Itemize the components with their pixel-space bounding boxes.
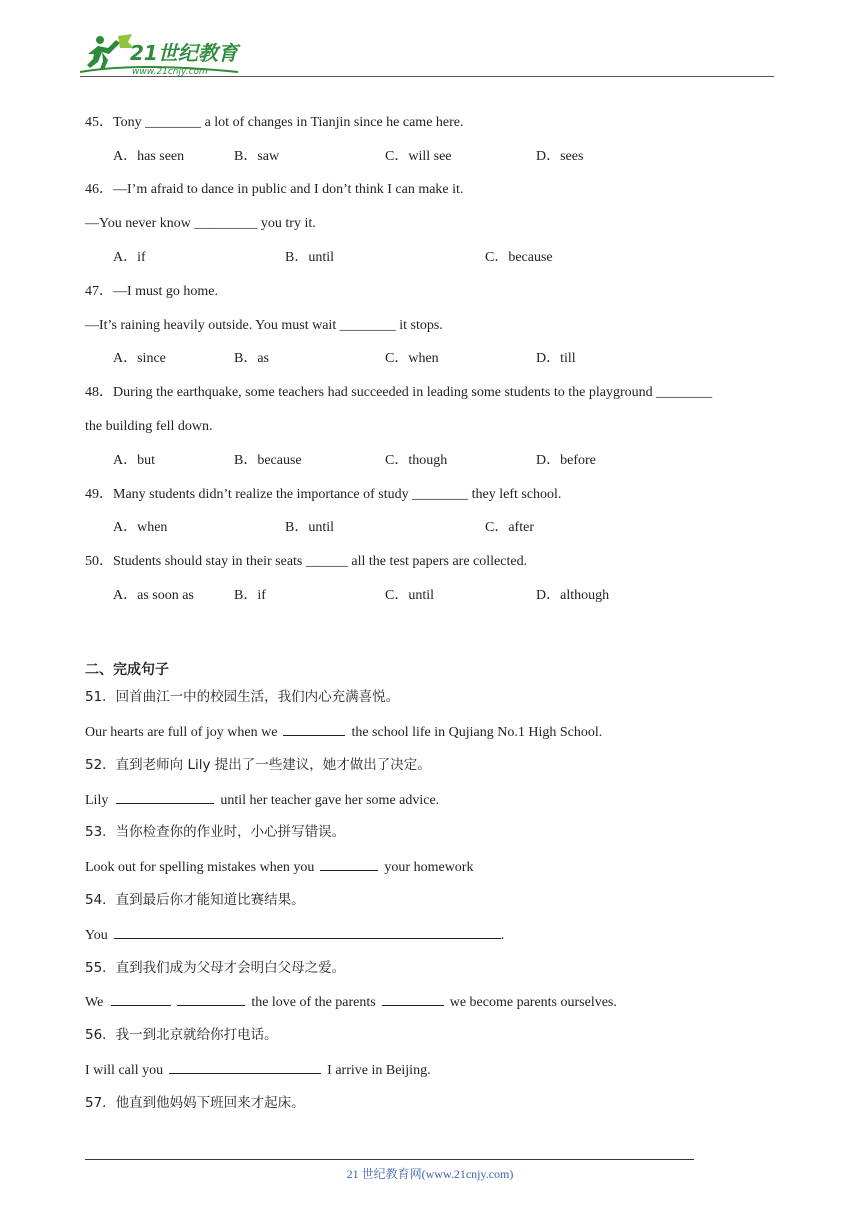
- answer-blank[interactable]: [169, 1060, 321, 1074]
- footer-text: 21 世纪教育网(www.21cnjy.com): [346, 1167, 514, 1181]
- question-55-text-b: the love of the parents: [251, 995, 376, 1010]
- question-51-text-b: the school life in Qujiang No.1 High School.: [351, 725, 603, 740]
- question-54-text-b: .: [500, 928, 505, 943]
- question-52-english: [85, 790, 439, 810]
- question-54-chinese: 54．直到最后你才能知道比赛结果。: [85, 892, 305, 908]
- answer-blank[interactable]: [116, 790, 214, 804]
- question-53-text-b: your homework: [384, 860, 474, 875]
- question-51-chinese: 51．回首曲江一中的校园生活，我们内心充满喜悦。: [85, 689, 400, 705]
- question-54-text-a: You: [85, 928, 108, 943]
- question-53-english: [85, 857, 473, 877]
- answer-blank[interactable]: [320, 857, 378, 871]
- question-49-option-a: A．when: [113, 520, 168, 535]
- answer-blank[interactable]: [382, 992, 444, 1006]
- answer-blank[interactable]: [177, 992, 245, 1006]
- question-45-option-a: A．has seen: [113, 149, 185, 164]
- question-55-text-a: We: [85, 995, 104, 1010]
- question-56-text-b: I arrive in Beijing.: [327, 1063, 431, 1078]
- answer-blank[interactable]: [114, 925, 501, 939]
- question-50-option-c: C．until: [385, 588, 435, 603]
- question-46-stem-1: 46．—I’m afraid to dance in public and I don’t think I can make it.: [85, 182, 464, 197]
- answer-blank[interactable]: [283, 722, 345, 736]
- question-54-english: [85, 925, 504, 945]
- question-45-stem: 45．Tony ________ a lot of changes in Tianjin since he came here.: [85, 115, 464, 130]
- question-49-option-b: B．until: [285, 520, 335, 535]
- question-45-option-c: C．will see: [385, 149, 452, 164]
- question-55-text-c: we become parents ourselves.: [449, 995, 617, 1010]
- question-45-option-b: B．saw: [234, 149, 280, 164]
- page-header: [78, 30, 774, 78]
- question-53-chinese: 53．当你检查你的作业时，小心拼写错误。: [85, 824, 346, 840]
- question-48-option-a: A．but: [113, 453, 155, 468]
- question-47-option-a: A．since: [113, 351, 166, 366]
- question-47-option-b: B．as: [234, 351, 269, 366]
- question-52-chinese: 52．直到老师向 Lily 提出了一些建议，她才做出了决定。: [85, 757, 431, 773]
- question-52-text-b: until her teacher gave her some advice.: [220, 793, 440, 808]
- question-48-option-b: B．because: [234, 453, 302, 468]
- question-47-stem-1: 47．—I must go home.: [85, 284, 218, 299]
- question-51-text-a: Our hearts are full of joy when we: [85, 725, 278, 740]
- question-53-text-a: Look out for spelling mistakes when you: [85, 860, 315, 875]
- question-48-stem-1: 48．During the earthquake, some teachers had succeeded in leading some students to the playground ________: [85, 385, 713, 400]
- logo-icon: [78, 32, 248, 78]
- question-50-option-b: B．if: [234, 588, 266, 603]
- question-46-option-a: A．if: [113, 250, 146, 265]
- question-48-option-d: D．before: [536, 453, 596, 468]
- question-50-stem: 50．Students should stay in their seats ______ all the test papers are collected.: [85, 554, 528, 569]
- question-47-option-c: C．when: [385, 351, 439, 366]
- footer-divider: [85, 1159, 694, 1160]
- logo-url: www.21cnjy.com: [132, 67, 208, 77]
- question-56-chinese: 56．我一到北京就给你打电话。: [85, 1027, 278, 1043]
- question-47-option-d: D．till: [536, 351, 576, 366]
- question-46-option-b: B．until: [285, 250, 335, 265]
- question-45-option-d: D．sees: [536, 149, 584, 164]
- header-divider: [80, 76, 774, 77]
- question-47-stem-2: —It’s raining heavily outside. You must wait ________ it stops.: [85, 318, 443, 333]
- logo-text: 21世纪教育: [130, 41, 238, 65]
- answer-blank[interactable]: [111, 992, 171, 1006]
- section-title: 二、完成句子: [85, 662, 169, 678]
- question-48-stem-2: the building fell down.: [85, 419, 213, 434]
- question-49-stem: 49．Many students didn’t realize the importance of study ________ they left school.: [85, 487, 562, 502]
- question-56-english: [85, 1060, 431, 1080]
- question-49-option-c: C．after: [485, 520, 534, 535]
- question-46-option-c: C．because: [485, 250, 553, 265]
- question-50-option-d: D．although: [536, 588, 610, 603]
- question-52-text-a: Lily: [85, 793, 109, 808]
- question-55-chinese: 55．直到我们成为父母才会明白父母之爱。: [85, 960, 346, 976]
- question-51-english: [85, 722, 602, 742]
- question-57-chinese: 57．他直到他妈妈下班回来才起床。: [85, 1095, 305, 1111]
- question-48-option-c: C．though: [385, 453, 448, 468]
- question-55-english: [85, 992, 617, 1012]
- question-56-text-a: I will call you: [85, 1063, 164, 1078]
- question-46-stem-2: —You never know _________ you try it.: [85, 216, 316, 231]
- question-50-option-a: A．as soon as: [113, 588, 194, 603]
